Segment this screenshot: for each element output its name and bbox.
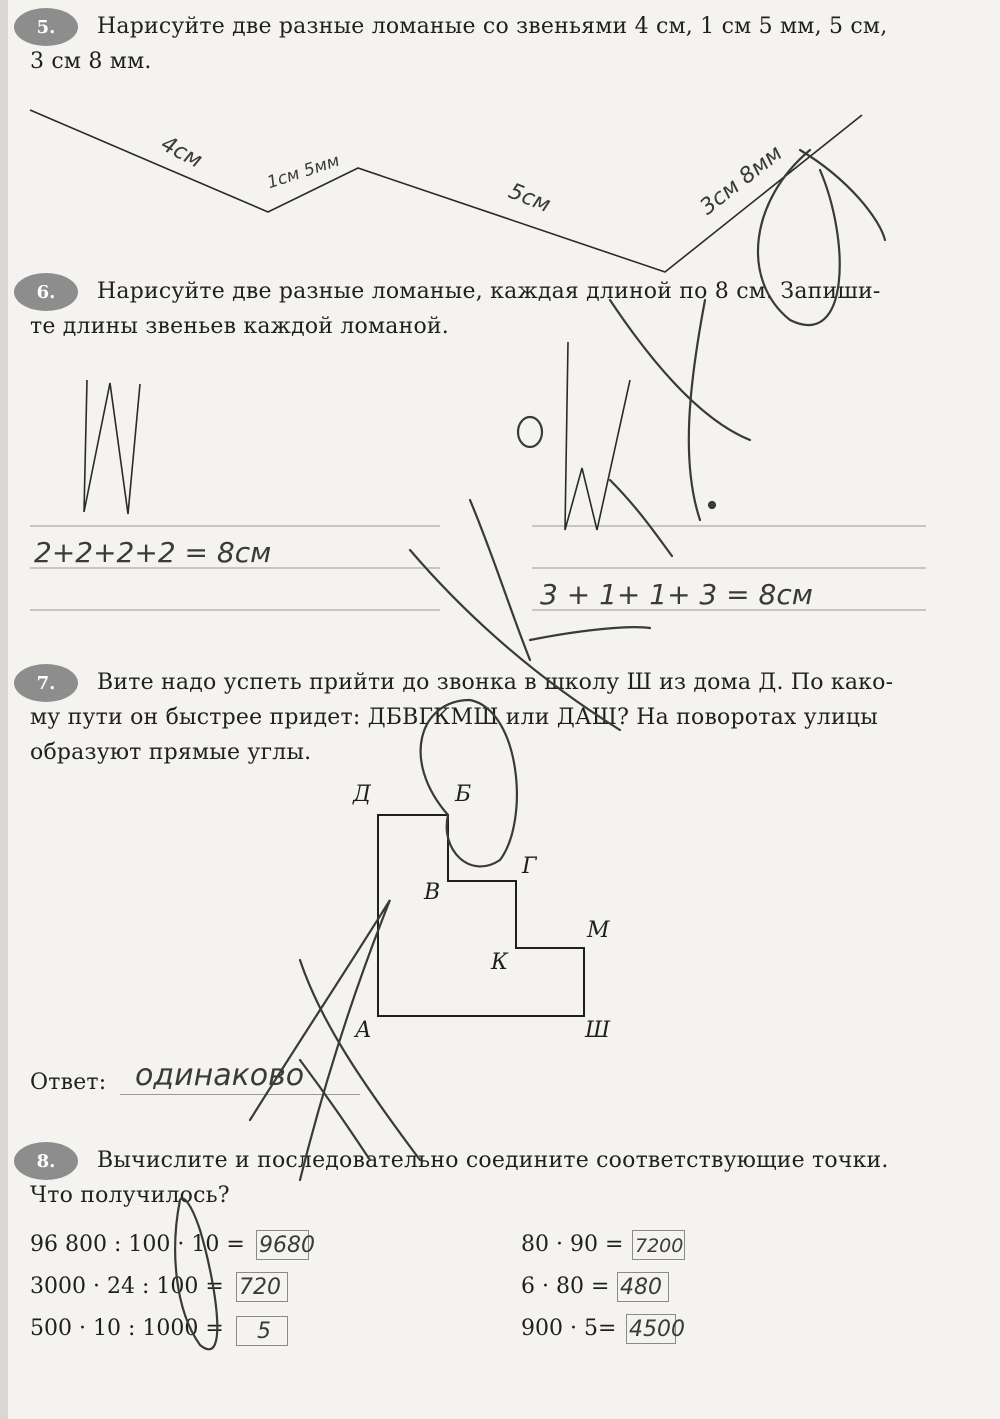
calc-right-2-answer: 480 — [617, 1272, 669, 1302]
calc-right-2: 6 · 80 = — [521, 1274, 610, 1299]
answer-label: Ответ: — [30, 1070, 107, 1095]
p5-label-3cm8mm: 3см 8мм — [695, 140, 788, 221]
point-label-M: М — [587, 918, 610, 943]
problem-7-text-line2: му пути он быстрее придет: ДБВГКМШ или ДАШ? На поворотах улицы — [30, 705, 878, 730]
p5-label-5cm: 5см — [504, 178, 554, 219]
point-label-Sh: Ш — [585, 1018, 611, 1043]
problem-8-text-line2: Что получилось? — [30, 1183, 230, 1208]
problem-8-text-line1: Вычислите и последовательно соедините соответствующие точки. — [97, 1148, 889, 1173]
point-label-V: В — [424, 880, 441, 905]
p5-label-1cm5mm: 1см 5мм — [264, 150, 343, 194]
p6-answer-left: 2+2+2+2 = 8см — [34, 536, 272, 569]
calc-left-2: 3000 · 24 : 100 = — [30, 1274, 224, 1299]
point-label-B: Б — [455, 782, 472, 807]
problem-7-text-line1: Вите надо успеть прийти до звонка в школу Ш из дома Д. По како- — [97, 670, 894, 695]
calc-left-1: 96 800 : 100 · 10 = — [30, 1232, 245, 1257]
problem-7-text-line3: образуют прямые углы. — [30, 740, 312, 765]
point-label-G: Г — [522, 854, 537, 879]
problem-5-text-line1: Нарисуйте две разные ломаные со звеньями 4 см, 1 см 5 мм, 5 см, — [97, 14, 888, 39]
calc-right-3: 900 · 5= — [521, 1316, 617, 1341]
problem-6-badge: 6. — [14, 273, 78, 311]
calc-left-3-answer: 5 — [236, 1316, 288, 1346]
answer-handwritten: одинаково — [135, 1058, 305, 1093]
calc-right-1: 80 · 90 = — [521, 1232, 624, 1257]
problem-6-text-line1: Нарисуйте две разные ломаные, каждая длиной по 8 см. Запиши- — [97, 279, 881, 304]
calc-left-2-answer: 720 — [236, 1272, 288, 1302]
point-label-A: А — [355, 1018, 372, 1043]
p6-writing-lines — [30, 526, 926, 610]
p6-answer-right: 3 + 1+ 1+ 3 = 8см — [540, 578, 813, 611]
pencil-scribbles — [175, 150, 885, 1349]
problem-5-badge: 5. — [14, 8, 78, 46]
problem-7-badge: 7. — [14, 664, 78, 702]
problem-8-badge: 8. — [14, 1142, 78, 1180]
point-label-K: К — [491, 950, 509, 975]
street-map — [378, 815, 584, 1016]
calc-left-1-answer: 9680 — [256, 1230, 309, 1260]
p5-polylines — [30, 110, 862, 272]
calc-right-1-answer: 7200 — [632, 1230, 685, 1260]
p5-label-4cm: 4см — [156, 131, 207, 174]
point-label-D: Д — [353, 782, 371, 807]
calc-right-3-answer: 4500 — [626, 1314, 676, 1344]
problem-6-text-line2: те длины звеньев каждой ломаной. — [30, 314, 449, 339]
calc-left-3: 500 · 10 : 1000 = — [30, 1316, 224, 1341]
p6-polylines — [84, 342, 630, 530]
problem-5-text-line2: 3 см 8 мм. — [30, 49, 152, 74]
